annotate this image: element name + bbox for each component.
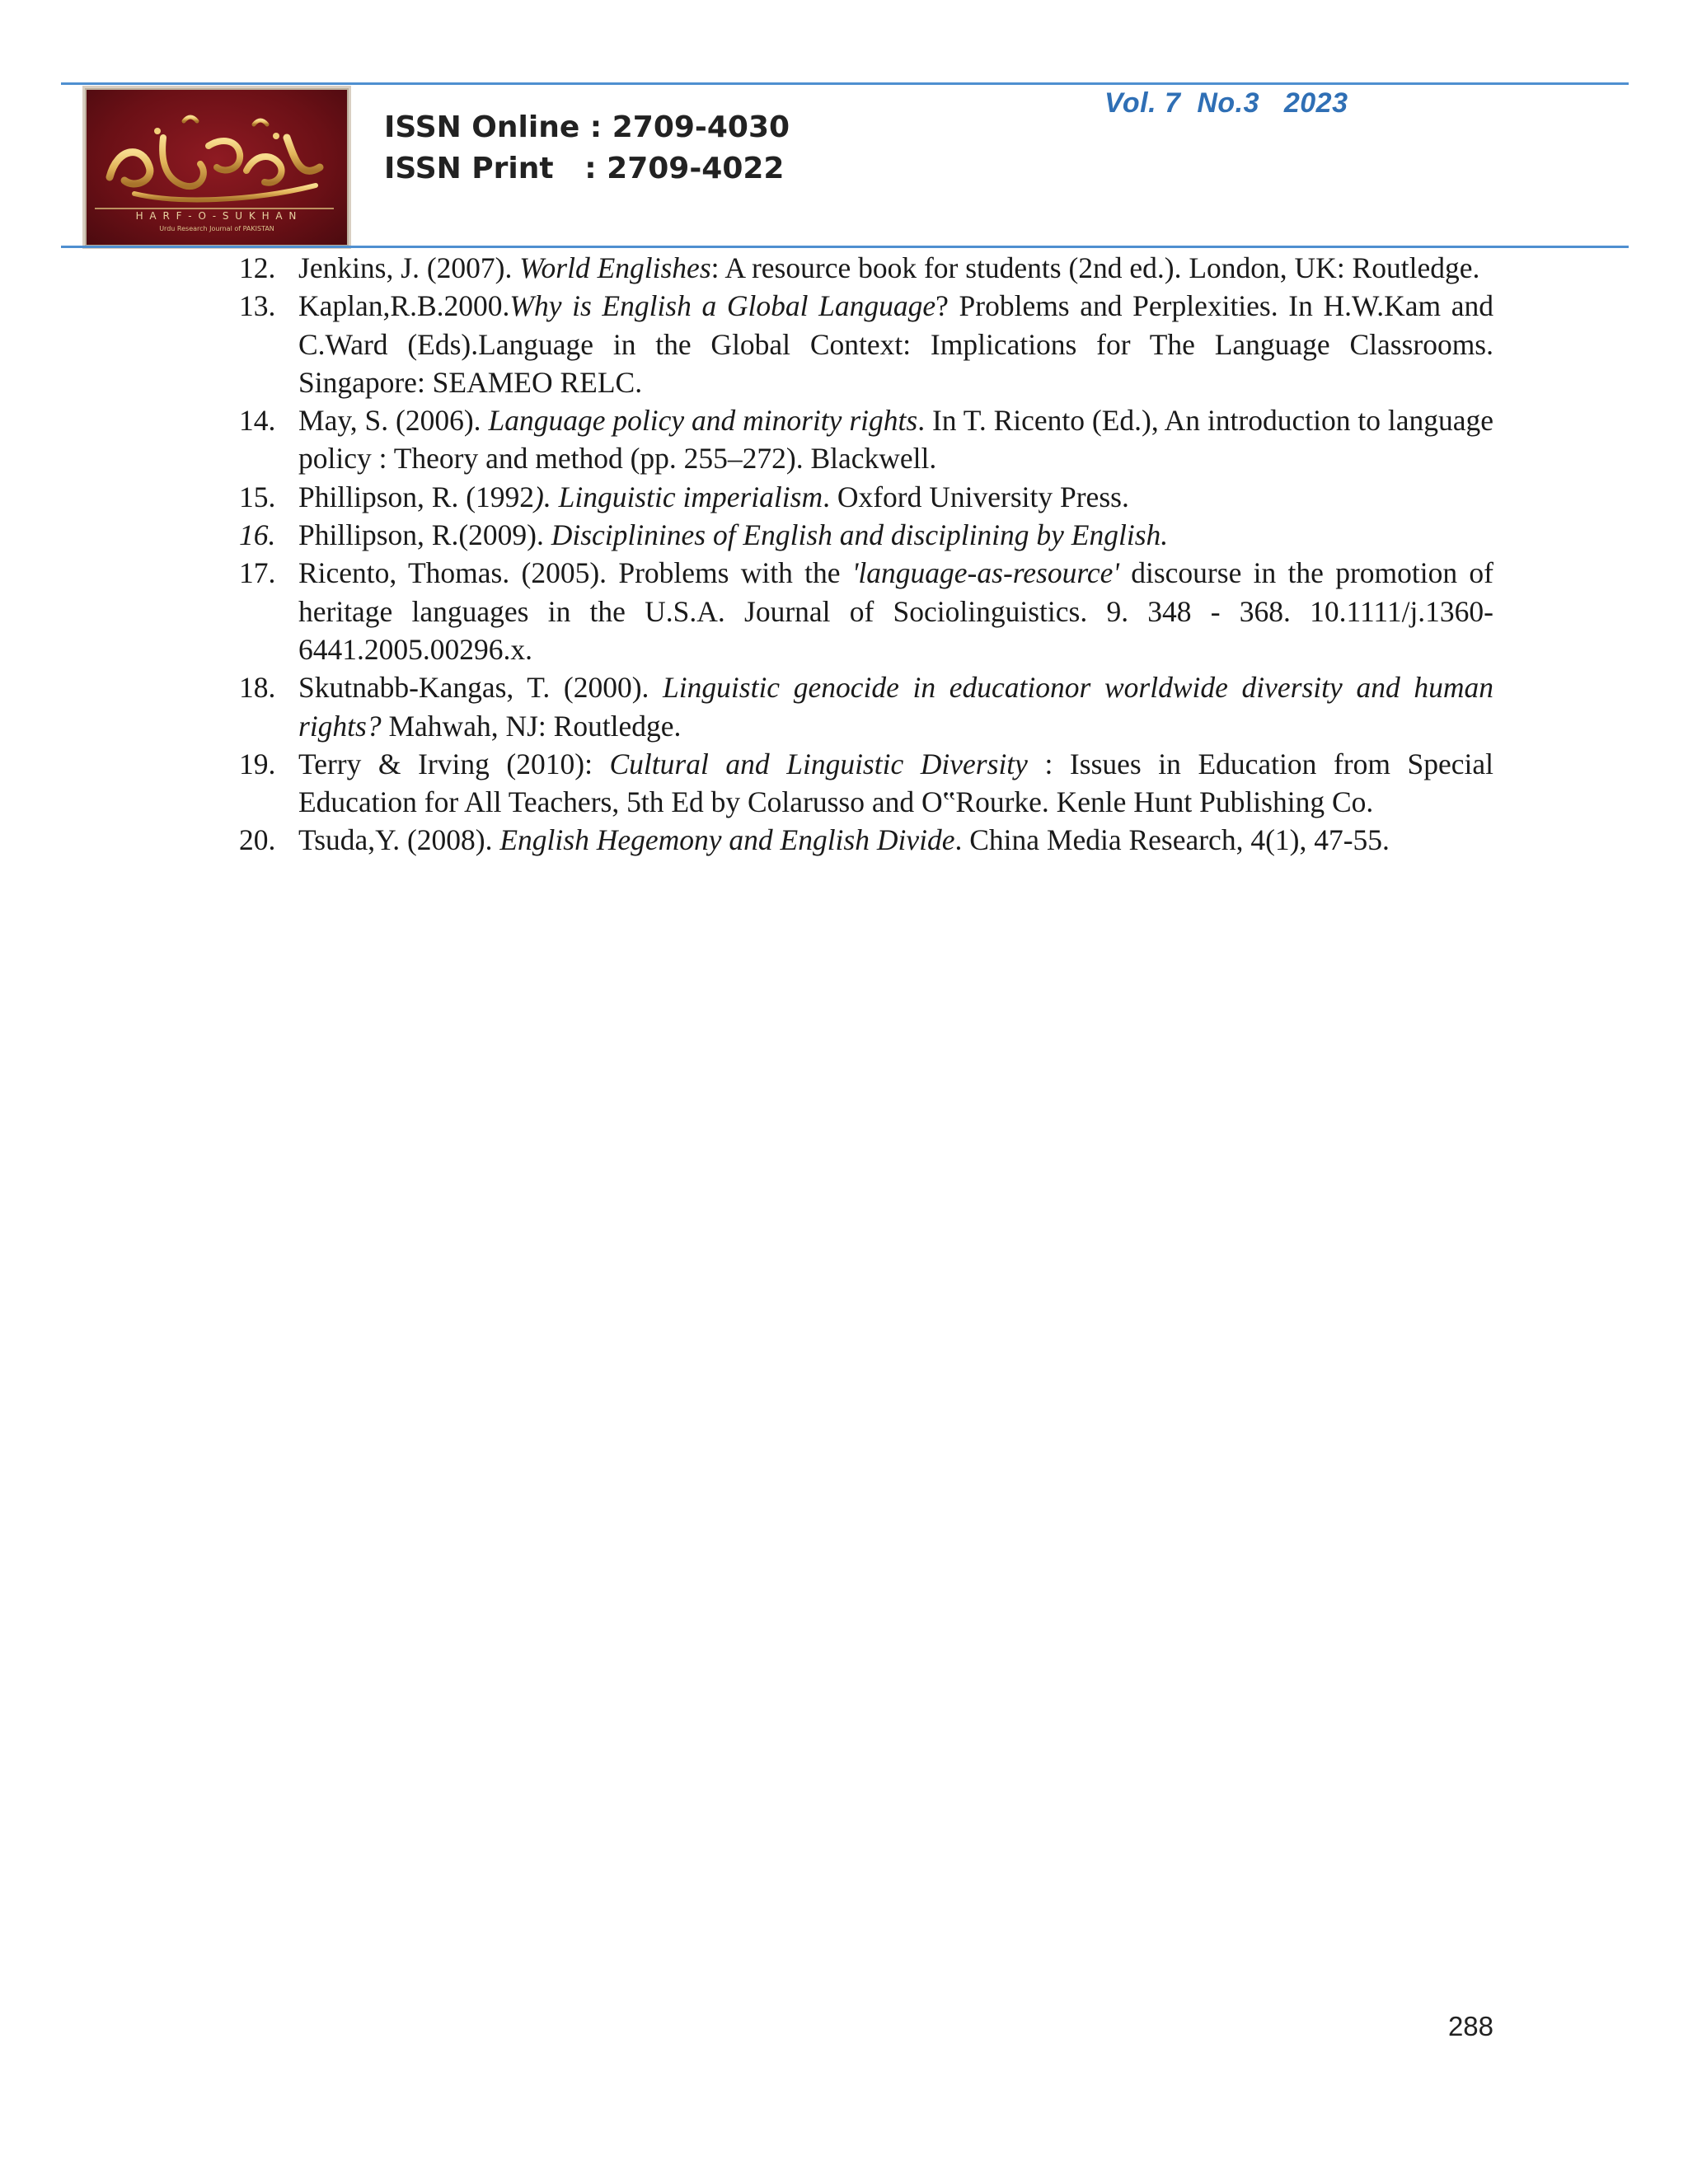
- reference-text: : Issues in Education from Special Education for All Teachers, 5th Ed by Colarusso and O‟Rourke. Kenle Hunt Publishing Co.: [298, 747, 1494, 819]
- reference-number: 15.: [239, 480, 276, 513]
- logo-latin-text: H A R F - O - S U K H A N: [135, 210, 298, 222]
- reference-text: ? Problems and Perplexities. In H.W.Kam and C.Ward (Eds).Language in the Global Context: Implications for The Language Classrooms. Singapore: SEAMEO RELC.: [298, 289, 1493, 399]
- journal-logo: [82, 86, 351, 249]
- reference-text: Mahwah, NJ: Routledge.: [381, 709, 682, 743]
- reference-text: May, S. (2006).: [298, 404, 489, 438]
- reference-title: Language policy and minority rights: [488, 404, 918, 438]
- issn-online: ISSN Online : 2709-4030: [384, 110, 790, 144]
- reference-text: Tsuda,Y. (2008).: [298, 823, 500, 857]
- reference-text: . In T. Ricento (Ed.), An introduction to language policy : Theory and method (pp. 255–272). Blackwell.: [298, 404, 1494, 476]
- reference-text: : A resource book for students (2nd ed.). London, UK: Routledge.: [710, 251, 1480, 284]
- reference-text: . Oxford University Press.: [823, 480, 1129, 513]
- reference-text: Terry & Irving (2010):: [298, 747, 610, 780]
- reference-item: [239, 554, 1493, 668]
- reference-title: Why is English a Global Language: [509, 289, 936, 323]
- reference-title: 'language-as-resource': [851, 556, 1119, 590]
- reference-title: Linguistic genocide in educationor worldwide diversity and human rights?: [298, 671, 1493, 743]
- reference-number: 13.: [239, 289, 276, 323]
- reference-title: World Englishes: [519, 251, 711, 284]
- reference-number: 12.: [239, 251, 276, 284]
- header-top-rule: [61, 82, 1629, 85]
- reference-text: discourse in the promotion of heritage languages in the U.S.A. Journal of Sociolinguistics. 9. 348 - 368. 10.1111/j.1360-6441.2005.00296.x.: [298, 556, 1494, 666]
- reference-item: [239, 821, 1493, 859]
- reference-text: . China Media Research, 4(1), 47-55.: [954, 823, 1390, 857]
- reference-title: ). Linguistic imperialism: [534, 480, 823, 513]
- reference-item: [239, 478, 1493, 516]
- reference-text: Phillipson, R.(2009).: [298, 518, 551, 552]
- reference-number: 20.: [239, 823, 276, 857]
- volume-issue-year: Vol. 7 No.3 2023: [1104, 87, 1348, 119]
- header-bottom-rule: [61, 246, 1629, 248]
- reference-number: 16.: [239, 518, 276, 552]
- reference-title: Disciplinines of English and disciplining by English.: [551, 518, 1169, 552]
- logo-tagline: Urdu Research Journal of PAKISTAN: [159, 225, 274, 232]
- reference-text: Kaplan,R.B.2000.: [298, 289, 510, 323]
- reference-number: 17.: [239, 556, 276, 590]
- reference-item: [239, 745, 1493, 822]
- reference-text: Ricento, Thomas. (2005). Problems with the: [298, 556, 852, 590]
- reference-item: [239, 516, 1493, 554]
- reference-title: English Hegemony and English Divide: [499, 823, 955, 857]
- reference-item: [239, 668, 1493, 745]
- reference-text: Phillipson, R. (1992: [298, 480, 535, 513]
- reference-item: [239, 287, 1493, 401]
- page-number: 288: [1447, 2011, 1493, 2041]
- reference-list: [239, 249, 1493, 860]
- reference-number: 18.: [239, 671, 276, 705]
- issn-print: ISSN Print : 2709-4022: [384, 152, 785, 185]
- reference-number: 19.: [239, 747, 276, 780]
- reference-number: 14.: [239, 404, 276, 438]
- reference-text: Skutnabb-Kangas, T. (2000).: [298, 671, 663, 705]
- reference-item: [239, 401, 1493, 478]
- reference-text: Jenkins, J. (2007).: [298, 251, 520, 284]
- reference-item: [239, 249, 1493, 287]
- reference-title: Cultural and Linguistic Diversity: [609, 747, 1028, 780]
